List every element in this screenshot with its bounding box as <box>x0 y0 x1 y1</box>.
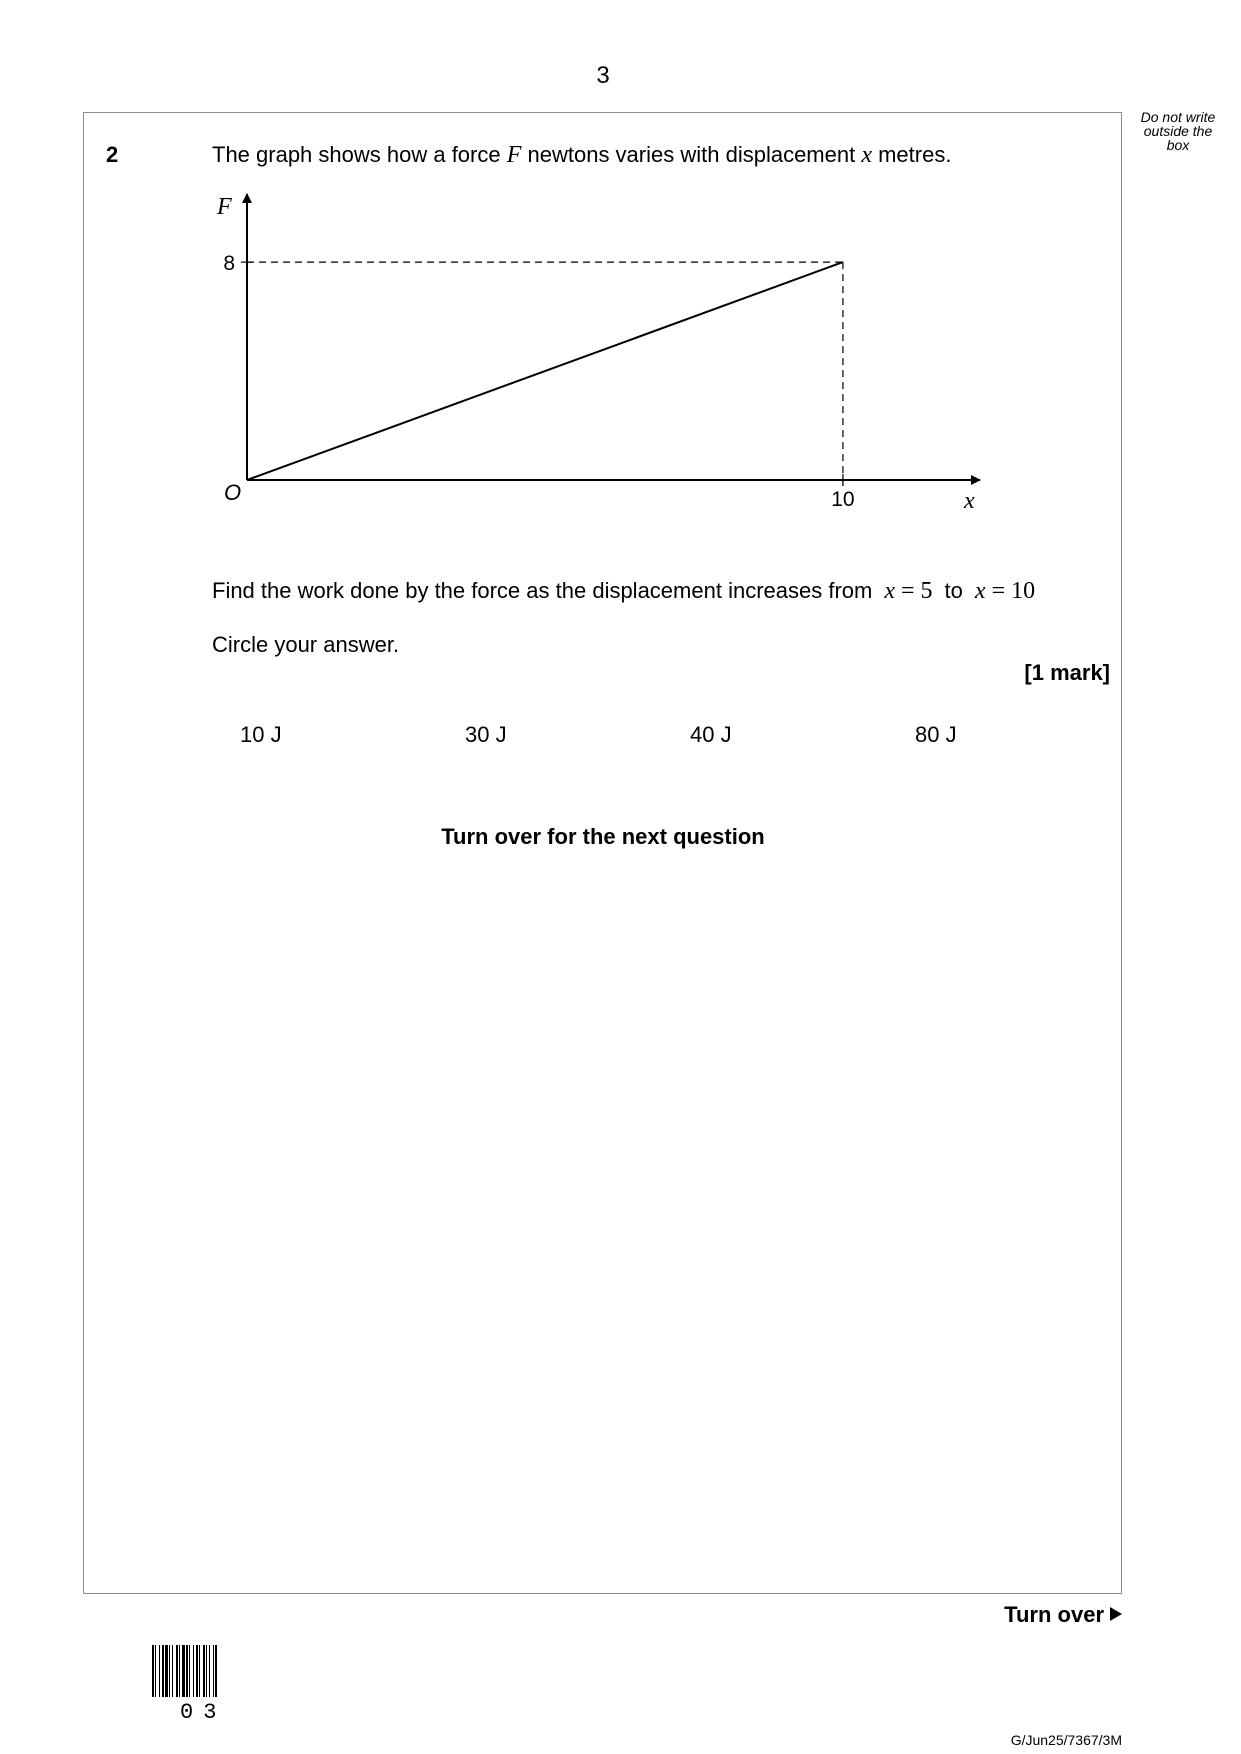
origin-label: O <box>224 480 242 505</box>
margin-note-line-1: Do not write <box>1140 109 1216 125</box>
y-axis-label: F <box>217 194 232 220</box>
barcode-bar <box>196 1645 198 1697</box>
question-number: 2 <box>106 142 119 167</box>
margin-note-line-2: outside the <box>1143 123 1213 139</box>
barcode-bar <box>165 1645 168 1697</box>
barcode <box>152 1645 264 1697</box>
barcode-bar <box>206 1645 207 1697</box>
task-x-var-1: x <box>884 578 895 604</box>
barcode-bar <box>155 1645 156 1697</box>
option-80j[interactable]: 80 J <box>915 722 957 747</box>
barcode-digits: 03 <box>180 1700 227 1725</box>
page-number: 3 <box>596 62 610 89</box>
barcode-bar <box>159 1645 160 1697</box>
task-eq-1: = 5 <box>895 578 933 604</box>
option-30j[interactable]: 30 J <box>465 722 507 747</box>
task-eq-2: = 10 <box>985 578 1036 604</box>
barcode-bar <box>213 1645 214 1697</box>
x-axis-label: x <box>964 488 975 514</box>
margin-note-line-3: box <box>1166 137 1190 153</box>
margin-note <box>1130 110 1226 152</box>
task-x-var-2: x <box>974 578 986 604</box>
barcode-bar <box>209 1645 210 1697</box>
barcode-bar <box>179 1645 180 1697</box>
stem-part-2: newtons varies with displacement <box>521 142 862 167</box>
option-10j[interactable]: 10 J <box>240 722 282 747</box>
stem-part-3: metres. <box>871 142 952 167</box>
barcode-bar <box>189 1645 190 1697</box>
y-tick-label: 8 <box>223 252 235 276</box>
barcode-bar <box>186 1645 188 1697</box>
question-stem <box>212 142 951 169</box>
barcode-bar <box>162 1645 164 1697</box>
barcode-bar <box>199 1645 200 1697</box>
barcode-bar <box>193 1645 194 1697</box>
barcode-bar <box>215 1645 217 1697</box>
turn-over <box>960 1602 1122 1628</box>
task-to: to <box>944 578 963 603</box>
barcode-bar <box>169 1645 170 1697</box>
paper-reference: G/Jun25/7367/3M <box>1010 1732 1122 1748</box>
marks-label: [1 mark] <box>1024 660 1110 685</box>
turn-over-label: Turn over <box>1004 1602 1104 1627</box>
barcode-bar <box>152 1645 154 1697</box>
stem-part-1: The graph shows how a force <box>212 142 507 167</box>
barcode-bar <box>182 1645 185 1697</box>
turn-over-next-question: Turn over for the next question <box>441 824 765 849</box>
barcode-bar <box>176 1645 178 1697</box>
stem-var-F: F <box>506 142 522 168</box>
task-text: Find the work done by the force as the displacement increases from <box>212 578 873 603</box>
force-displacement-graph <box>200 190 1000 520</box>
barcode-bar <box>203 1645 205 1697</box>
barcode-bar <box>172 1645 173 1697</box>
option-40j[interactable]: 40 J <box>690 722 732 747</box>
play-arrow-icon <box>1110 1607 1122 1621</box>
x-tick-label: 10 <box>831 488 855 511</box>
force-line <box>247 262 843 480</box>
stem-var-x: x <box>861 142 872 168</box>
question-task <box>212 578 1035 605</box>
question-instruction: Circle your answer. <box>212 632 400 657</box>
